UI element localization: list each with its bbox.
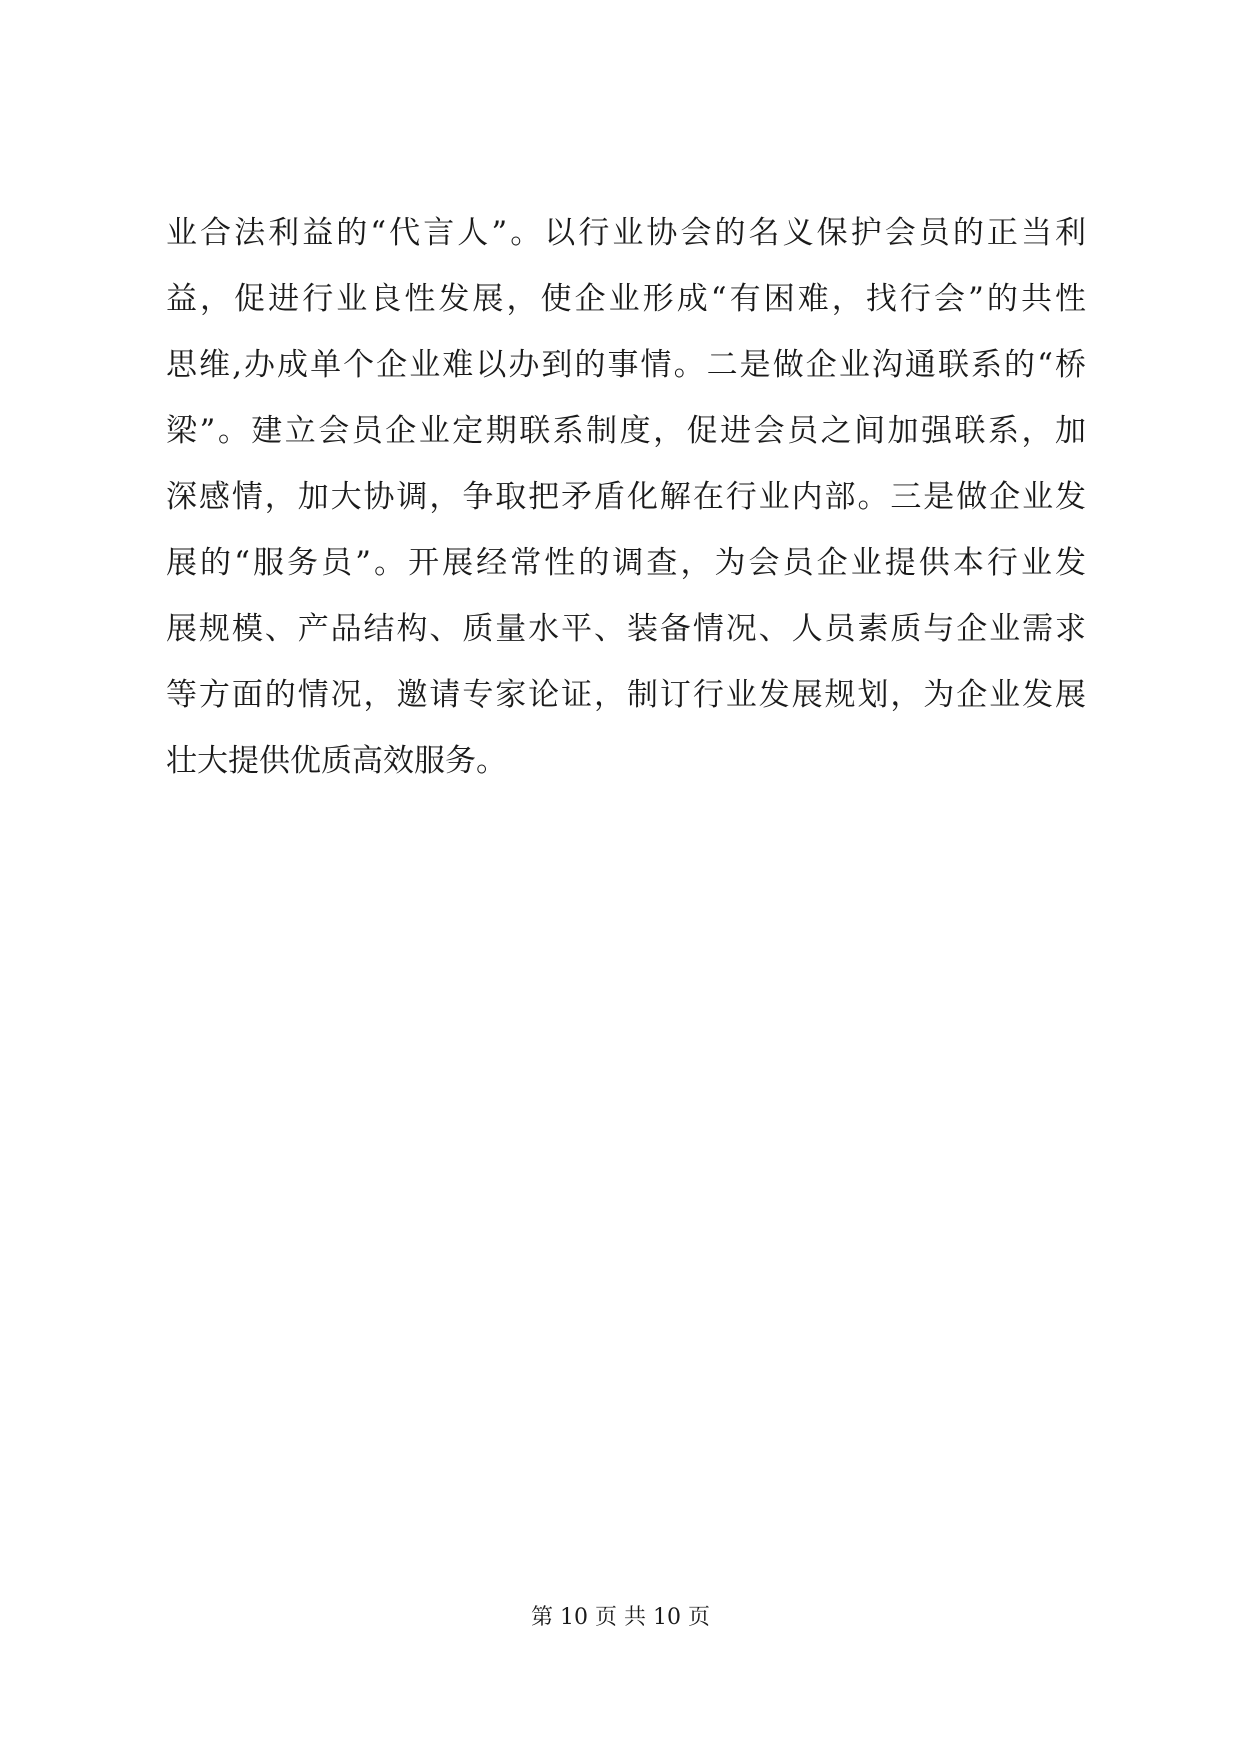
paragraph-line: 业合法利益的“代言人”。以行业协会的名义保护会员的正当利: [166, 215, 1086, 251]
paragraph-line: 梁”。建立会员企业定期联系制度，促进会员之间加强联系，加: [166, 413, 1086, 449]
paragraph-line: 等方面的情况，邀请专家论证，制订行业发展规划，为企业发展: [166, 677, 1086, 713]
paragraph-line: 壮大提供优质高效服务。: [166, 743, 507, 779]
paragraph-line: 展规模、产品结构、质量水平、装备情况、人员素质与企业需求: [166, 611, 1086, 647]
paragraph-line: 深感情，加大协调，争取把矛盾化解在行业内部。三是做企业发: [166, 479, 1086, 515]
page-footer: [0, 1603, 1241, 1633]
paragraph-line: 思维,办成单个企业难以办到的事情。二是做企业沟通联系的“桥: [166, 347, 1086, 383]
paragraph-line: 益，促进行业良性发展，使企业形成“有困难，找行会”的共性: [166, 281, 1086, 317]
body-paragraph: [166, 200, 1086, 794]
page-number-label: 第 10 页 共 10 页: [531, 1605, 710, 1630]
paragraph-line: 展的“服务员”。开展经常性的调查，为会员企业提供本行业发: [166, 545, 1086, 581]
